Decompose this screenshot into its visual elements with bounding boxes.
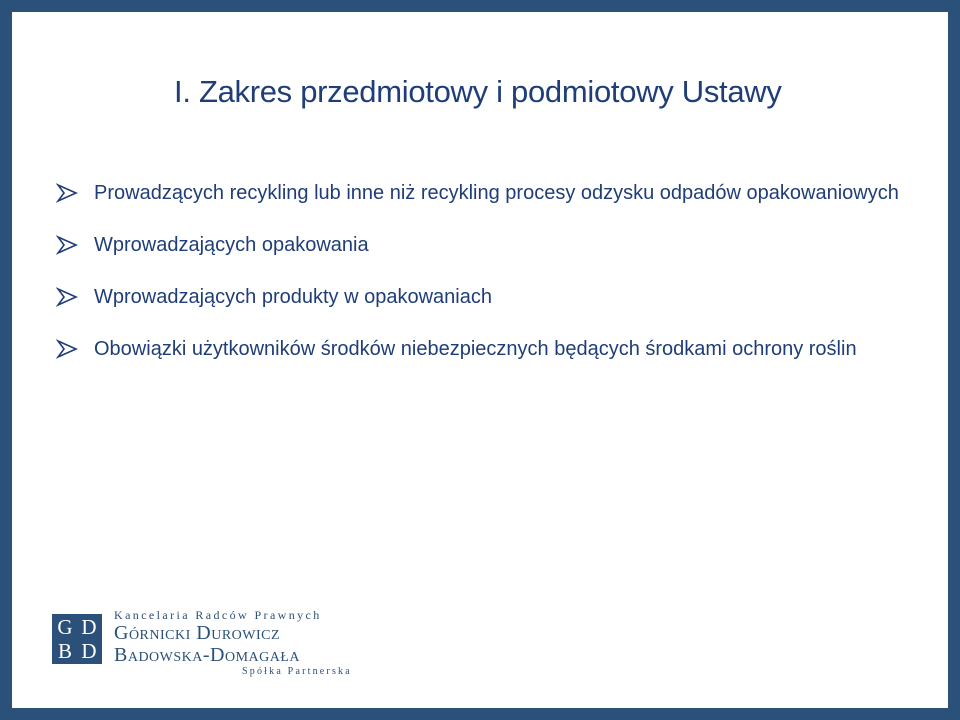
slide-title: I. Zakres przedmiotowy i podmiotowy Ustawy (174, 74, 782, 109)
bullet-list (56, 177, 908, 385)
logo-top-line: Kancelaria Radców Prawnych (114, 608, 322, 622)
slide-content (12, 12, 948, 708)
arrow-bullet-icon (56, 287, 78, 307)
logo-monogram (52, 614, 102, 664)
arrow-bullet-icon (56, 339, 78, 359)
bullet-text: Prowadzących recykling lub inne niż recykling procesy odzysku odpadów opakowaniowych (94, 182, 899, 204)
bullet-item (56, 177, 908, 210)
firm-logo (52, 608, 372, 690)
bullet-text: Wprowadzających opakowania (94, 234, 369, 256)
monogram-letter: D (81, 614, 97, 639)
logo-name-line2: Badowska-Domagała (114, 644, 301, 666)
logo-name-line1: Górnicki Durowicz (114, 622, 281, 644)
bullet-item (56, 229, 908, 262)
monogram-letter: B (57, 638, 72, 663)
bullet-text: Obowiązki użytkowników środków niebezpiecznych będących środkami ochrony roślin (94, 338, 857, 360)
monogram-letter: D (81, 638, 97, 663)
arrow-bullet-icon (56, 183, 78, 203)
logo-bottom-line: Spółka Partnerska (242, 666, 352, 677)
logo-wordmark (114, 608, 352, 678)
bullet-item (56, 281, 908, 314)
arrow-bullet-icon (56, 235, 78, 255)
monogram-letter: G (57, 614, 73, 639)
bullet-text: Wprowadzających produkty w opakowaniach (94, 286, 492, 308)
bullet-item (56, 333, 908, 366)
